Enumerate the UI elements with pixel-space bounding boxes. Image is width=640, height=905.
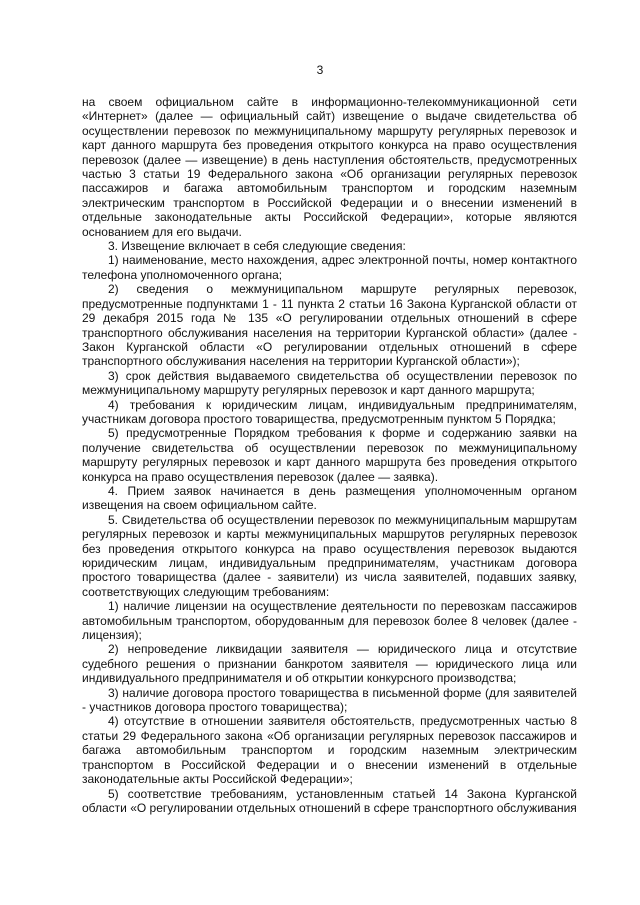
paragraph-item-5-3: 3) наличие договора простого товарищества в письменной форме (для заявителей - участников договора простого товарищества); <box>82 685 577 715</box>
paragraph-item-5-4: 4) отсутствие в отношении заявителя обстоятельств, предусмотренных частью 8 статьи 29 Федерального закона «Об организации регулярных перевозок пассажиров и багажа автомобильным транспортом и городским наземным электрическим транспортом в Российской Федерации и о внесении изменений в отдельные законодательные акты Российской Федерации»; <box>82 714 577 787</box>
paragraph-item-3: 3. Извещение включает в себя следующие сведения: <box>108 239 406 254</box>
paragraph-item-5-2: 2) непроведение ликвидации заявителя — юридического лица и отсутствие судебного решения о признании банкротом заявителя — юридического лица или индивидуального предпринимателя и об открытии конкурсного производства; <box>82 642 577 686</box>
paragraph-item-5: 5. Свидетельства об осуществлении перевозок по межмуниципальным маршрутам регулярных перевозок и карты межмуниципальных маршрутов регулярных перевозок без проведения открытого конкурса на право осуществления перевозок выдаются юридическим лицам, индивидуальным предпринимателям, участникам договора простого товарищества (далее - заявители) из числа заявителей, подавших заявку, соответствующих следующим требованиям: <box>82 512 577 599</box>
paragraph-item-3-3: 3) срок действия выдаваемого свидетельства об осуществлении перевозок по межмуниципальному маршруту регулярных перевозок и карт данного маршрута; <box>82 368 577 398</box>
paragraph-item-3-2: 2) сведения о межмуниципальном маршруте регулярных перевозок, предусмотренные подпунктами 1 - 11 пункта 2 статьи 16 Закона Курганской области от 29 декабря 2015 года № 135 «О регулировании отдельных отношений в сфере транспортного обслуживания населения на территории Курганской области» (далее - Закон Курганской области «О регулировании отдельных отношений в сфере транспортного обслуживания населения на территории Курганской области»); <box>82 282 577 369</box>
paragraph-item-5-1: 1) наличие лицензии на осуществление деятельности по перевозкам пассажиров автомобильным транспортом, оборудованным для перевозок более 8 человек (далее - лицензия); <box>82 599 577 643</box>
paragraph-item-3-1: 1) наименование, место нахождения, адрес электронной почты, номер контактного телефона уполномоченного органа; <box>82 253 577 282</box>
paragraph-item-3-4: 4) требования к юридическим лицам, индивидуальным предпринимателям, участникам договора простого товарищества, предусмотренным пунктом 5 Порядка; <box>82 397 577 426</box>
paragraph-item-3-5: 5) предусмотренные Порядком требования к форме и содержанию заявки на получение свидетельства об осуществлении перевозок по межмуниципальному маршруту регулярных перевозок и карт данного маршрута без проведения открытого конкурса на право осуществления перевозок (далее — заявка). <box>82 426 577 484</box>
document-body <box>82 95 577 815</box>
page-number: 3 <box>316 63 324 77</box>
paragraph-continuation: на своем официальном сайте в информационно-телекоммуникационной сети «Интернет» (далее — официальный сайт) извещение о выдаче свидетельства об осуществлении перевозок по межмуниципальному маршруту регулярных перевозок и карт данного маршрута без проведения открытого конкурса на право осуществления перевозок (далее — извещение) в день наступления обстоятельств, предусмотренных частью 3 статьи 19 Федерального закона «Об организации регулярных перевозок пассажиров и багажа автомобильным транспортом и городским наземным электрическим транспортом в Российской Федерации и о внесении изменений в отдельные законодательные акты Российской Федерации», которые являются основанием для его выдачи. <box>82 95 577 239</box>
paragraph-item-4: 4. Прием заявок начинается в день размещения уполномоченным органом извещения на своем официальном сайте. <box>82 483 577 513</box>
paragraph-item-5-5: 5) соответствие требованиям, установленным статьей 14 Закона Курганской области «О регулировании отдельных отношений в сфере транспортного обслуживания <box>82 786 577 815</box>
